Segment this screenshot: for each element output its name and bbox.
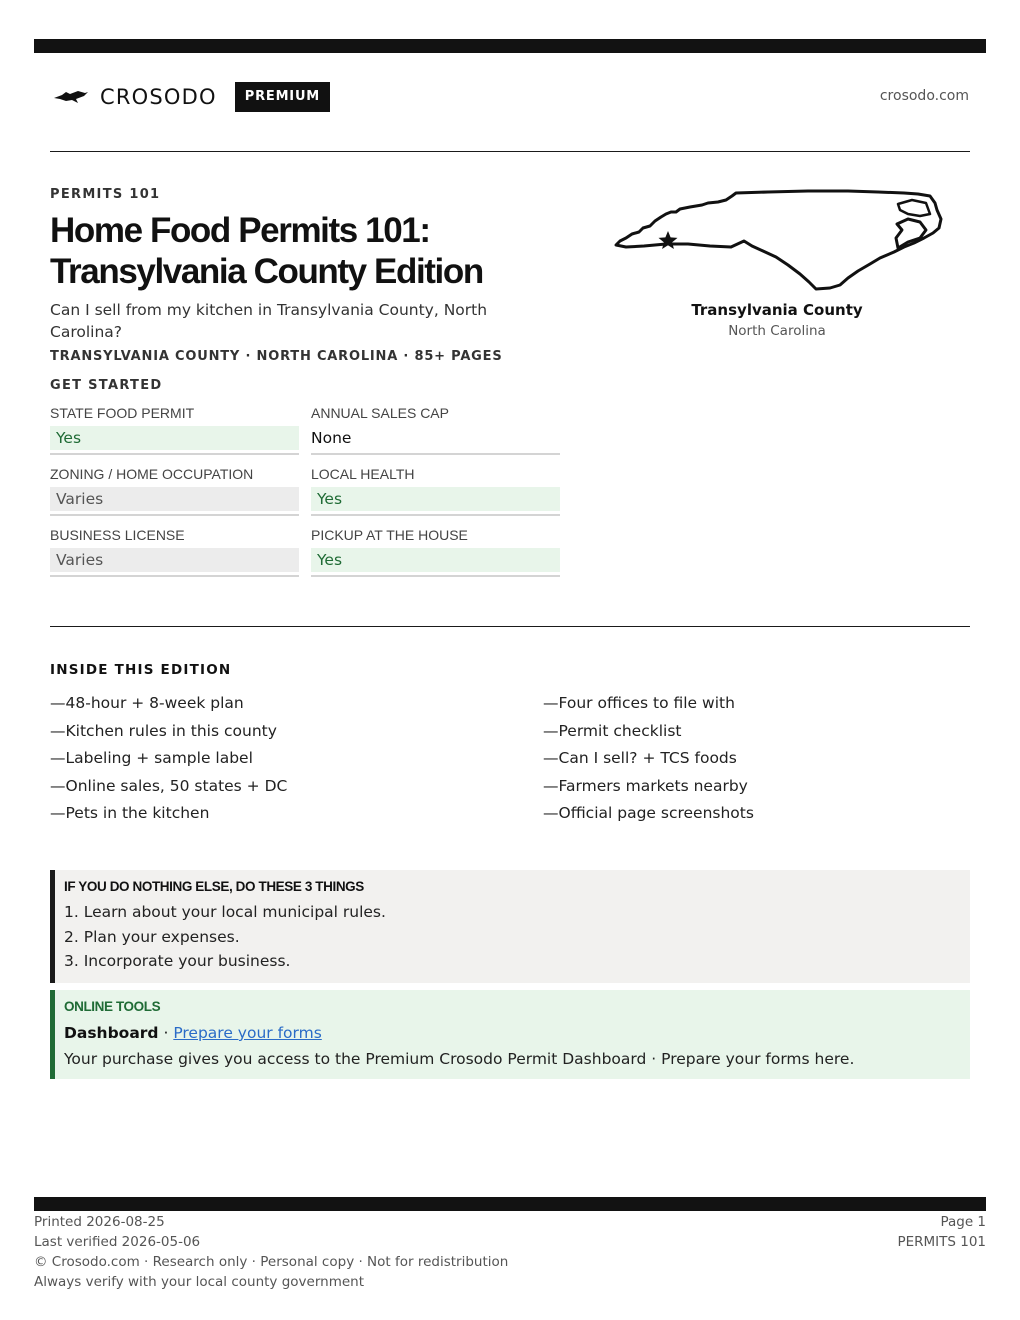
prepare-forms-link[interactable]: Prepare your forms [173,1024,322,1042]
fact-business-license [50,526,299,578]
fact-value: Yes [311,487,560,511]
fact-value: Yes [50,426,299,450]
list-item: —Farmers markets nearby [543,776,748,795]
map-county-label: Transylvania County [691,301,863,319]
list-item: —Pets in the kitchen [50,804,210,823]
callout-step: 2. Plan your expenses. [64,927,240,946]
list-item: —Permit checklist [543,721,682,740]
three-things-callout [50,870,970,983]
subtitle: Can I sell from my kitchen in Transylvania County, North Carolina? [50,301,488,341]
list-item: —Official page screenshots [543,804,754,823]
list-item: —Online sales, 50 states + DC [50,776,288,795]
online-tools-callout [50,990,970,1079]
tools-heading: ONLINE TOOLS [64,999,161,1014]
fact-annual-sales-cap [311,404,560,456]
tools-dashboard-line [64,1020,970,1046]
inside-heading: INSIDE THIS EDITION [50,662,232,678]
page-title [50,210,590,292]
fact-label: ZONING / HOME OCCUPATION [50,466,254,482]
site-link[interactable]: crosodo.com [879,88,969,104]
disclaimer: Always verify with your local county government [34,1274,364,1290]
map-state-label: North Carolina [728,323,826,339]
fact-local-health [311,465,560,517]
section-label: PERMITS 101 [897,1234,986,1250]
brand-name: CROSODO [100,85,217,109]
star-icon [659,231,678,249]
header-divider [50,151,970,152]
fact-state-food-permit [50,404,299,456]
fact-underline [311,514,560,516]
fact-label: BUSINESS LICENSE [50,527,185,543]
fact-zoning [50,465,299,517]
callout-step: 1. Learn about your local municipal rules. [64,903,386,921]
fact-value: Yes [311,548,560,572]
dashboard-label: Dashboard [64,1024,159,1042]
list-item: —Kitchen rules in this county [50,721,277,740]
separator: · [158,1024,174,1042]
fact-pickup [311,526,560,578]
crow-icon [54,90,88,104]
fact-underline [50,514,299,516]
tools-description: Your purchase gives you access to the Premium Crosodo Permit Dashboard · Prepare your forms here. [64,1050,855,1068]
title-line-1: Home Food Permits 101: [50,211,430,250]
list-item: —48-hour + 8-week plan [50,694,244,712]
list-item: —Can I sell? + TCS foods [543,749,737,768]
fact-label: ANNUAL SALES CAP [311,405,449,421]
fact-underline [311,575,560,577]
callout-step: 3. Incorporate your business. [64,952,291,970]
copyright: © Crosodo.com · Research only · Personal copy · Not for redistribution [34,1254,509,1270]
brand[interactable] [54,82,330,112]
top-bar [34,39,986,53]
get-started-heading: GET STARTED [50,378,163,393]
premium-badge: PREMIUM [235,82,330,112]
title-line-2: Transylvania County Edition [50,252,483,291]
callout-heading: IF YOU DO NOTHING ELSE, DO THESE 3 THINGS [64,879,364,894]
fact-label: PICKUP AT THE HOUSE [311,527,468,543]
fact-value: None [311,429,352,447]
toc-left [50,690,470,828]
page-number: Page 1 [940,1214,986,1230]
verified-date: Last verified 2026-05-06 [34,1234,201,1250]
sound-outline [898,200,930,216]
toc-right [543,690,963,828]
fact-label: STATE FOOD PERMIT [50,405,195,421]
list-item: —Labeling + sample label [50,749,253,768]
footer-left [34,1212,508,1292]
eyebrow: PERMITS 101 [50,187,161,202]
bottom-bar [34,1197,986,1211]
fact-underline [50,575,299,577]
meta-line: TRANSYLVANIA COUNTY · NORTH CAROLINA · 85+ PAGES [50,349,503,364]
state-map [608,186,946,296]
printed-date: Printed 2026-08-25 [34,1214,165,1230]
footer-right [897,1212,986,1252]
fact-underline [50,453,299,455]
fact-label: LOCAL HEALTH [311,466,415,482]
section-divider [50,626,970,627]
fact-underline [311,453,560,455]
fact-value: Varies [50,487,299,511]
fact-value: Varies [50,548,299,572]
list-item: —Four offices to file with [543,694,735,712]
